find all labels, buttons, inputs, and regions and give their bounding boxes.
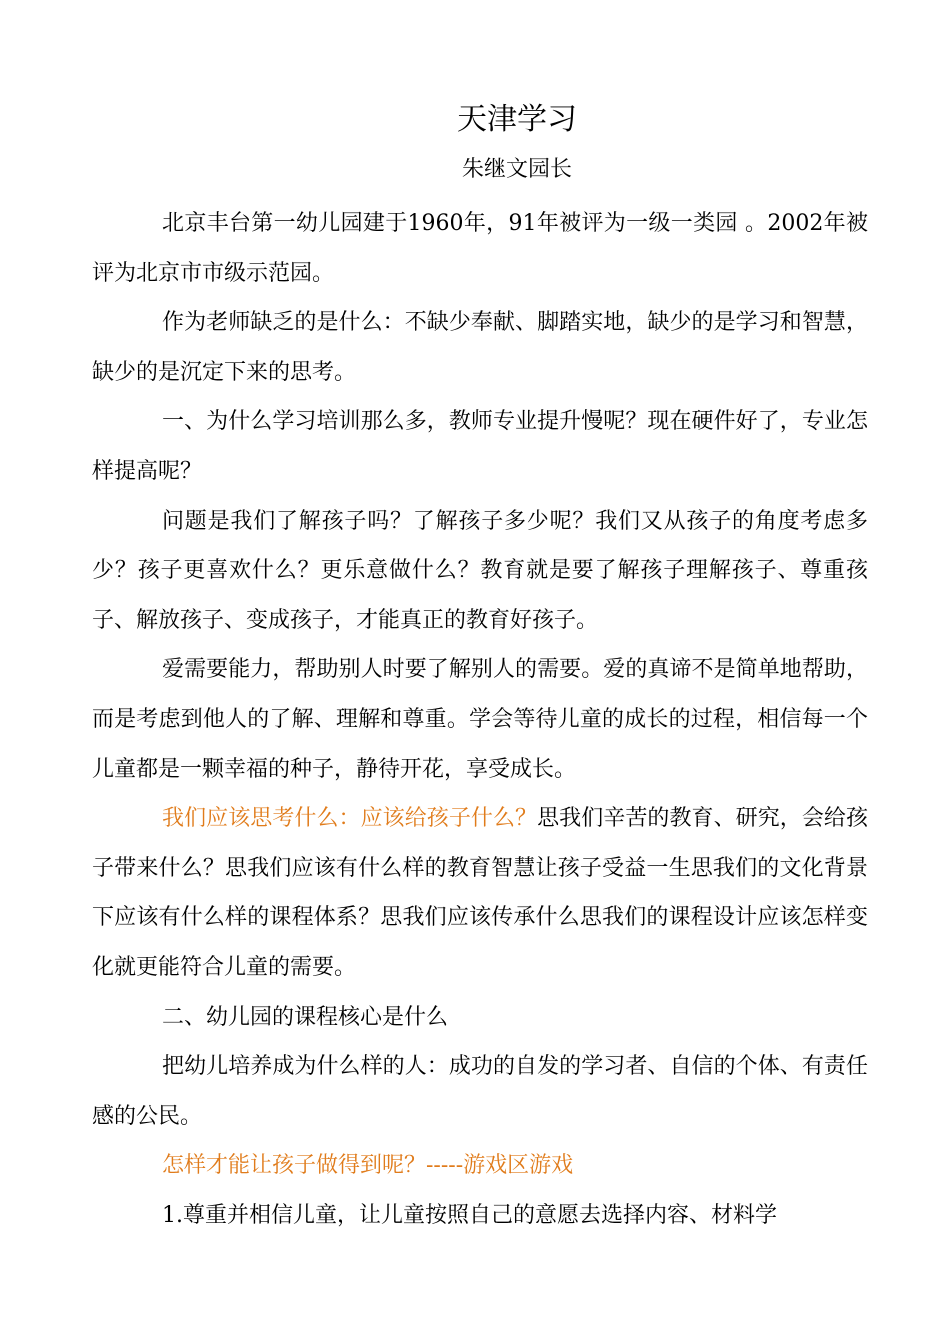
paragraph-2: [92, 298, 868, 397]
paragraph-8-text: 把幼儿培养成为什么样的人：成功的自发的学习者、自信的个体、有责任感的公民。: [92, 1054, 868, 1129]
paragraph-8: [92, 1042, 868, 1141]
paragraph-3: [92, 397, 868, 496]
paragraph-10: [92, 1191, 868, 1241]
paragraph-5-text: 爱需要能力，帮助别人时要了解别人的需要。爱的真谛不是简单地帮助，而是考虑到他人的了解、理解和尊重。学会等待儿童的成长的过程，相信每一个儿童都是一颗幸福的种子，静待开花，享受成长。: [92, 657, 868, 782]
paragraph-7-text: 二、幼儿园的课程核心是什么: [162, 1004, 449, 1030]
paragraph-4: [92, 497, 868, 646]
paragraph-6: [92, 794, 868, 992]
paragraph-9-highlight: 怎样才能让孩子做得到呢？-----游戏区游戏: [162, 1153, 574, 1179]
paragraph-10-text: 1.尊重并相信儿童，让儿童按照自己的意愿去选择内容、材料学: [162, 1202, 777, 1228]
paragraph-3-text: 一、为什么学习培训那么多，教师专业提升慢呢？现在硬件好了，专业怎样提高呢？: [92, 409, 868, 484]
document-body: [92, 199, 868, 1240]
document-subtitle: 朱继文园长: [461, 157, 572, 182]
paragraph-5: [92, 645, 868, 794]
paragraph-6-text: 思我们辛苦的教育、研究，会给孩子带来什么？思我们应该有什么样的教育智慧让孩子受益一生思我们的文化背景下应该有什么样的课程体系？思我们应该传承什么思我们的课程设计应该怎样变化就更能符合儿童的需要。: [92, 806, 868, 980]
paragraph-1-text: 北京丰台第一幼儿园建于1960年，91年被评为一级一类园 。2002年被评为北京市市级示范园。: [92, 211, 868, 286]
paragraph-4-text: 问题是我们了解孩子吗？了解孩子多少呢？我们又从孩子的角度考虑多少？孩子更喜欢什么？更乐意做什么？教育就是要了解孩子理解孩子、尊重孩子、解放孩子、变成孩子，才能真正的教育好孩子。: [92, 508, 868, 633]
paragraph-7: [92, 993, 868, 1043]
document-title: 天津学习: [457, 102, 577, 137]
paragraph-1: [92, 199, 868, 298]
paragraph-2-text: 作为老师缺乏的是什么：不缺少奉献、脚踏实地，缺少的是学习和智慧，缺少的是沉定下来的思考。: [92, 310, 868, 385]
paragraph-9: [92, 1141, 868, 1191]
paragraph-6-highlight: 我们应该思考什么：应该给孩子什么？: [162, 806, 538, 832]
